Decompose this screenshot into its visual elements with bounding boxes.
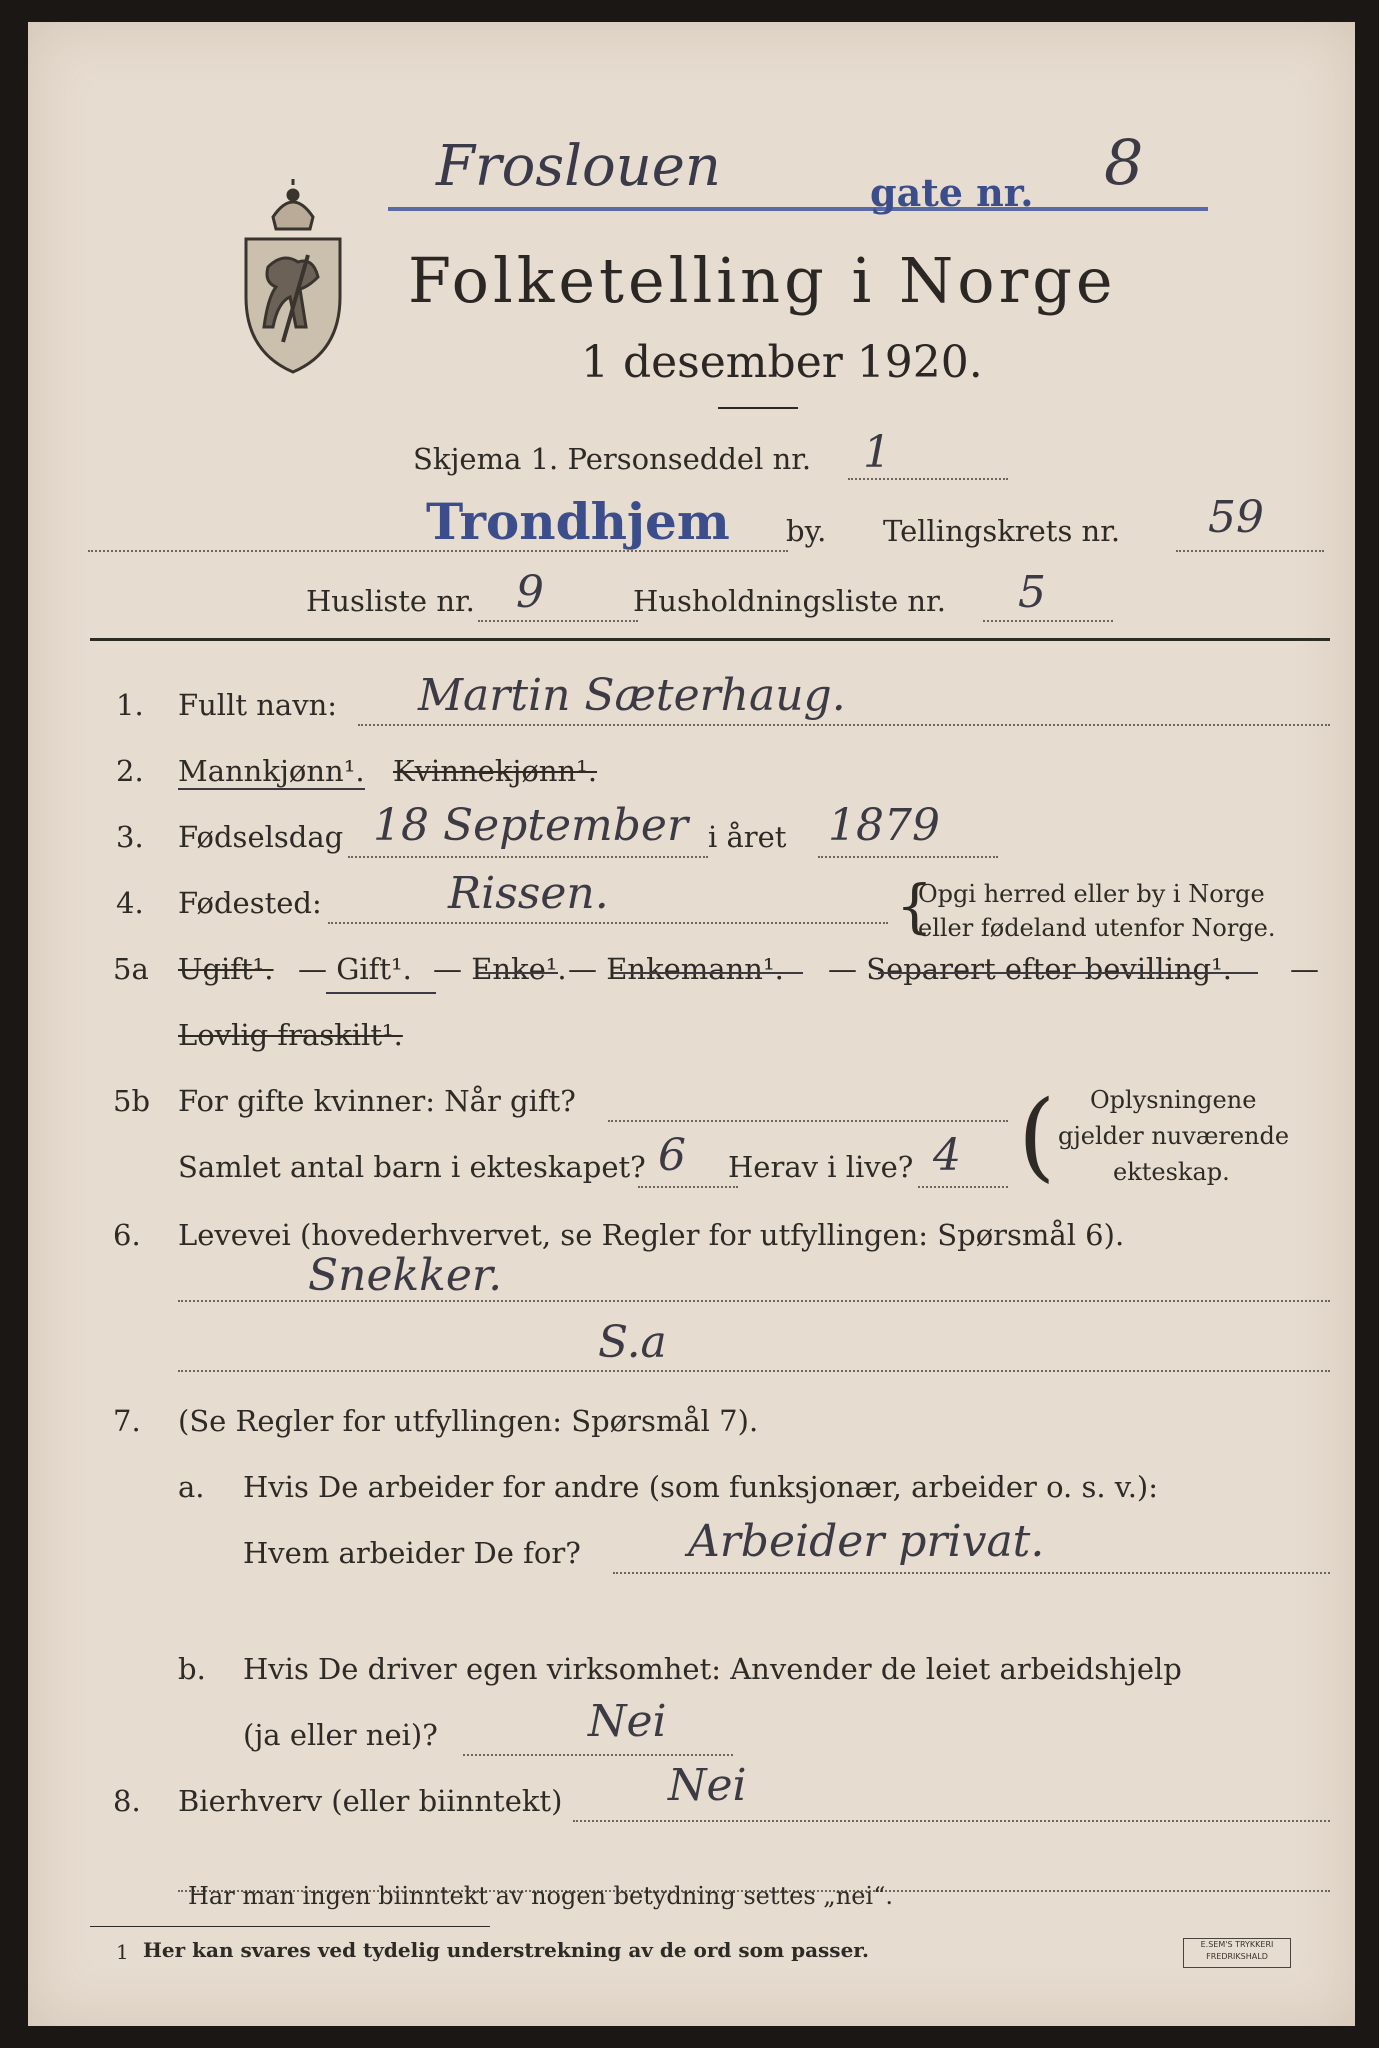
q1-label: Fullt navn: bbox=[178, 688, 338, 722]
q2-number: 2. bbox=[116, 754, 144, 788]
side-income-dots-1 bbox=[573, 1820, 1330, 1822]
q7a-text: Hvis De arbeider for andre (som funksjonær, arbeider o. s. v.): bbox=[243, 1470, 1159, 1504]
enkemann-strike bbox=[613, 972, 803, 974]
children-alive-label: Herav i live? bbox=[728, 1150, 914, 1184]
q1-dots bbox=[358, 724, 1330, 726]
hired-help-value: Nei bbox=[588, 1696, 667, 1747]
tellingskrets-value: 59 bbox=[1208, 492, 1264, 543]
q5a-trailing-dash: — bbox=[1290, 952, 1319, 986]
census-date: 1 desember 1920. bbox=[581, 337, 983, 388]
gift-option: — Gift¹. bbox=[298, 952, 412, 986]
employer-value: Arbeider privat. bbox=[688, 1516, 1045, 1567]
ugift-option: Ugift¹. bbox=[178, 952, 274, 986]
birth-year-value: 1879 bbox=[828, 800, 940, 851]
birthday-dots bbox=[348, 856, 708, 858]
q5a-number: 5a bbox=[113, 952, 149, 986]
occupation-value: Snekker. bbox=[308, 1250, 503, 1301]
skjema-dots bbox=[848, 478, 1008, 480]
by-label: by. bbox=[786, 514, 827, 548]
birthplace-value: Rissen. bbox=[448, 868, 609, 919]
title-divider bbox=[718, 407, 798, 409]
census-form-sheet bbox=[28, 22, 1355, 2026]
children-total-dots bbox=[638, 1186, 738, 1188]
footnote-marker: 1 bbox=[116, 1940, 129, 1964]
marriage-note-line2: gjelder nuværende bbox=[1058, 1122, 1290, 1150]
city-stamp: Trondhjem bbox=[426, 492, 730, 551]
birthplace-label: Fødested: bbox=[178, 886, 322, 920]
husliste-dots bbox=[478, 620, 638, 622]
q7-number: 7. bbox=[113, 1404, 141, 1438]
birthday-label: Fødselsdag bbox=[178, 820, 344, 854]
q7a-letter: a. bbox=[178, 1470, 205, 1504]
q7b-text: Hvis De driver egen virksomhet: Anvender de leiet arbeidshjelp bbox=[243, 1652, 1182, 1686]
occupation-code: S.a bbox=[598, 1317, 667, 1368]
side-income-label: Bierhverv (eller biinntekt) bbox=[178, 1784, 563, 1818]
skjema-value: 1 bbox=[863, 427, 891, 478]
tellingskrets-label: Tellingskrets nr. bbox=[883, 514, 1121, 548]
male-option: Mannkjønn¹. bbox=[178, 754, 365, 788]
birthplace-dots bbox=[328, 922, 888, 924]
occupation-dots-2 bbox=[178, 1370, 1330, 1372]
children-total-label: Samlet antal barn i ekteskapet? bbox=[178, 1150, 646, 1184]
q5b-number: 5b bbox=[113, 1084, 151, 1118]
no-side-income-note: Har man ingen biinntekt av nogen betydning settes „nei“. bbox=[188, 1882, 893, 1910]
q8-number: 8. bbox=[113, 1784, 141, 1818]
occupation-label: Levevei (hovederhvervet, se Regler for utfyllingen: Spørsmål 6). bbox=[178, 1218, 1125, 1252]
street-underline bbox=[388, 207, 1208, 211]
footnote-divider bbox=[90, 1926, 490, 1927]
marriage-note-line1: Oplysningene bbox=[1090, 1086, 1257, 1114]
printer-name: E.SEM'S TRYKKERI bbox=[1200, 1940, 1274, 1949]
children-alive-value: 4 bbox=[933, 1130, 961, 1181]
skjema-label: Skjema 1. Personseddel nr. bbox=[413, 442, 812, 476]
q6-number: 6. bbox=[113, 1218, 141, 1252]
married-when-dots bbox=[608, 1120, 1008, 1122]
street-name-handwritten: Froslouen bbox=[436, 134, 721, 199]
separert-strike bbox=[878, 972, 1258, 974]
husliste-value: 9 bbox=[516, 567, 544, 618]
footnote-text: Her kan svares ved tydelig understrekning av de ord som passer. bbox=[143, 1938, 869, 1962]
q1-number: 1. bbox=[116, 688, 144, 722]
birthday-value: 18 September bbox=[373, 800, 689, 851]
enkemann-option: — Enkemann¹. bbox=[568, 952, 784, 986]
q7-label: (Se Regler for utfyllingen: Spørsmål 7). bbox=[178, 1404, 759, 1438]
husliste-label: Husliste nr. bbox=[306, 584, 475, 618]
q4-number: 4. bbox=[116, 886, 144, 920]
birthplace-brace: { bbox=[896, 872, 933, 940]
norway-coat-of-arms-emblem bbox=[238, 177, 348, 381]
birthplace-note-line2: eller fødeland utenfor Norge. bbox=[918, 914, 1276, 942]
hired-help-dots bbox=[463, 1754, 733, 1756]
children-total-value: 6 bbox=[658, 1130, 686, 1181]
krets-dots bbox=[1176, 550, 1324, 552]
husholdningsliste-label: Husholdningsliste nr. bbox=[633, 584, 946, 618]
fraskilt-option: Lovlig fraskilt¹. bbox=[178, 1018, 403, 1052]
side-income-value: Nei bbox=[668, 1760, 747, 1811]
employer-label: Hvem arbeider De for? bbox=[243, 1536, 581, 1570]
employer-dots bbox=[613, 1572, 1330, 1574]
husholdning-dots bbox=[983, 620, 1113, 622]
year-dots bbox=[818, 856, 998, 858]
q3-number: 3. bbox=[116, 820, 144, 854]
printer-city: FREDRIKSHALD bbox=[1206, 1952, 1268, 1961]
header-divider bbox=[90, 638, 1330, 641]
husholdningsliste-value: 5 bbox=[1018, 567, 1046, 618]
full-name-value: Martin Sæterhaug. bbox=[418, 670, 846, 721]
children-alive-dots bbox=[918, 1186, 1008, 1188]
married-when-label: For gifte kvinner: Når gift? bbox=[178, 1084, 576, 1118]
enke-option: — Enke¹. bbox=[433, 952, 567, 986]
q7b-letter: b. bbox=[178, 1652, 206, 1686]
birthplace-note-line1: Opgi herred eller by i Norge bbox=[918, 880, 1265, 908]
printer-mark bbox=[1183, 1938, 1291, 1968]
marriage-note-line3: ekteskap. bbox=[1113, 1158, 1230, 1186]
gift-underline bbox=[326, 992, 436, 994]
street-number: 8 bbox=[1104, 126, 1144, 199]
marriage-note-brace: ( bbox=[1018, 1080, 1056, 1192]
street-stamp-gate-nr: gate nr. bbox=[870, 170, 1034, 215]
page-title: Folketelling i Norge bbox=[408, 244, 1117, 317]
female-option: Kvinnekjønn¹. bbox=[393, 754, 598, 788]
enke-strike bbox=[478, 972, 558, 974]
separert-option: — Separert efter bevilling¹. bbox=[828, 952, 1232, 986]
hired-help-label: (ja eller nei)? bbox=[243, 1718, 438, 1752]
year-label: i året bbox=[708, 820, 787, 854]
